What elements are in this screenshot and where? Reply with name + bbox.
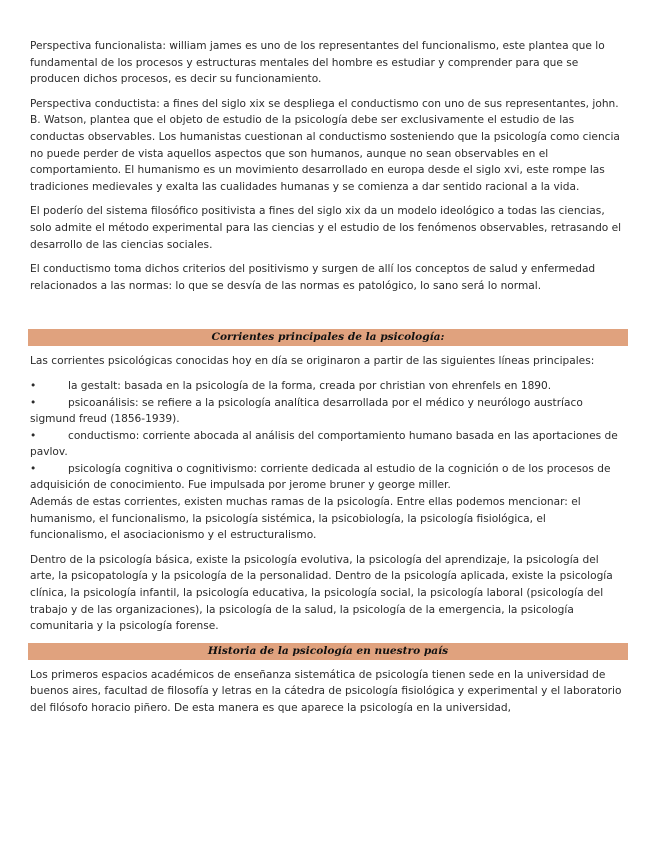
list-item	[30, 428, 626, 461]
bullet-icon: •	[30, 462, 37, 475]
list-item	[30, 378, 626, 395]
paragraph-branches: Además de estas corrientes, existen muchas ramas de la psicología. Entre ellas podemos mencionar: el humanismo, el funcionalismo, la psicología sistémica, la psicobiología, la psicología fisiológica, el funcionalismo, el asociacionismo y el estructuralismo.	[30, 496, 581, 542]
list-item-text: psicología cognitiva o cognitivismo: corriente dedicada al estudio de la cognición o de los procesos de adquisición de conocimiento. Fue impulsada por jerome bruner y george miller.	[30, 462, 611, 492]
bullet-icon: •	[30, 429, 37, 442]
paragraph-behaviorism-norms: El conductismo toma dichos criterios del positivismo y surgen de allí los conceptos de salud y enfermedad relacionados a las normas: lo que se desvía de las normas es patológico, lo sano será lo normal.	[30, 263, 596, 292]
paragraph-functionalist: Perspectiva funcionalista: william james es uno de los representantes del funcionalismo, este plantea que lo fundamental de los procesos y estructuras mentales del hombre es estudiar y comprender para que se producen dichos procesos, es decir su funcionamiento.	[30, 40, 605, 86]
paragraph-positivism: El poderío del sistema filosófico positivista a fines del siglo xix da un modelo ideológico a todas las ciencias, solo admite el método experimental para las ciencias y el estudio de los fenómenos observables, retrasando el desarrollo de las ciencias sociales.	[30, 205, 622, 251]
section-heading-main-currents: Corrientes principales de la psicología:	[28, 329, 628, 346]
list-item	[30, 461, 626, 494]
list-item	[30, 395, 626, 428]
list-item-text: la gestalt: basada en la psicología de la forma, creada por christian von ehrenfels en 1890.	[68, 379, 552, 392]
paragraph-history: Los primeros espacios académicos de enseñanza sistemática de psicología tienen sede en la universidad de buenos aires, facultad de filosofía y letras en la cátedra de psicología fisiológica y experimental y el laboratorio del filósofo horacio piñero. De esta manera es que aparece la psicología en la universidad,	[30, 668, 622, 714]
paragraph-basic-applied: Dentro de la psicología básica, existe la psicología evolutiva, la psicología del aprendizaje, la psicología del arte, la psicopatología y la psicología de la personalidad. Dentro de la psicología aplicada, existe la psicología clínica, la psicología infantil, la psicología educativa, la psicología social, la psicología laboral (psicología del trabajo y de las organizaciones), la psicología de la salud, la psicología de la emergencia, la psicología comunitaria y la psicología forense.	[30, 553, 613, 633]
spacer	[30, 302, 626, 329]
document-page	[30, 38, 626, 725]
section-heading-history: Historia de la psicología en nuestro país	[28, 643, 628, 660]
paragraph-behaviorist: Perspectiva conductista: a fines del siglo xix se despliega el conductismo con uno de sus representantes, john. B. Watson, plantea que el objeto de estudio de la psicología debe ser exclusivamente el estudio de las conductas observables. Los humanistas cuestionan al conductismo sosteniendo que la psicología como ciencia no puede perder de vista aquellos aspectos que son humanos, aunque no sean observables en el comportamiento. El humanismo es un movimiento desarrollado en europa desde el siglo xvi, este rompe las tradiciones medievales y exalta las cualidades humanas y se comienza a dar sentido racional a la vida.	[30, 97, 620, 193]
paragraph-currents-lead: Las corrientes psicológicas conocidas hoy en día se originaron a partir de las siguientes líneas principales:	[30, 355, 595, 368]
list-item-text: conductismo: corriente abocada al análisis del comportamiento humano basada en las aportaciones de pavlov.	[30, 429, 618, 459]
bullet-icon: •	[30, 396, 37, 409]
bullet-icon: •	[30, 379, 37, 392]
list-item-text: psicoanálisis: se refiere a la psicología analítica desarrollada por el médico y neurólogo austríaco sigmund freud (1856-1939).	[30, 396, 583, 426]
